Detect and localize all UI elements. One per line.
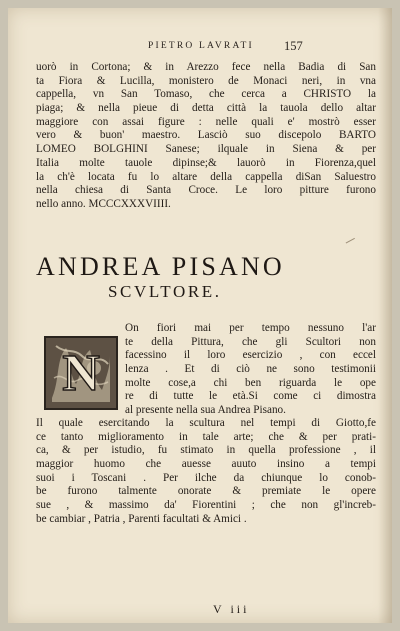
text-line: ca, & per istudio, fu stimato in quella professione , il	[36, 444, 376, 457]
text-line: On fiori mai per tempo nessuno l'ar	[125, 322, 376, 334]
text-line: Il quale esercitando la scultura nel tempi di Giotto,fe	[36, 417, 376, 429]
text-line: LOMEO BOLGHINI Sanese; ilquale in Siena & per	[36, 143, 376, 156]
signature-mark: V iii	[213, 602, 250, 616]
text-line: te della Pittura, che gli Scultori non	[125, 335, 376, 348]
text-line: cappella, vn San Tomaso, che cerca a CHRISTO la	[36, 88, 376, 101]
decorated-initial	[44, 336, 118, 410]
page-number: 157	[284, 39, 303, 53]
page-mark	[346, 238, 357, 246]
text-line: lenza . Et di ciò ne sono testimonii	[125, 363, 376, 376]
chapter-subheading: SCVLTORE.	[108, 282, 222, 301]
text-line: ta Fiora & Lucilla, monistero de Monaci neri, in vna	[36, 74, 376, 87]
text-line: maggior huomo che auesse auuto insino a tempi	[36, 458, 376, 471]
paragraph-continuation	[36, 61, 376, 212]
text-line: sue , & massimo da' Fiorentini ; che non gl'increb-	[36, 499, 376, 512]
chapter-heading: ANDREA PISANO	[36, 252, 285, 281]
drop-cap-letter: N	[62, 345, 100, 402]
text-line: be furono talmente onorate & premiate le opere	[36, 485, 376, 498]
decorated-initial-art	[46, 338, 116, 408]
text-line: Italia molte tauole dipinse;& lauorò in Fiorenza,quel	[36, 156, 376, 169]
text-line: uorò in Cortona; & in Arezzo fece nella Badia di San	[36, 61, 376, 73]
text-line: be cambiar , Patria , Parenti facultati & Amici .	[36, 512, 247, 525]
text-line: facessino il loro esercizio , con eccel	[125, 349, 376, 362]
paragraph-beside-initial	[125, 322, 376, 418]
text-line: ce tanto miglioramento in tale arte; che & per prati-	[36, 430, 376, 443]
book-page	[8, 8, 392, 623]
text-line: nello anno. MCCCXXXVIIII.	[36, 197, 171, 210]
text-line: re di tutte le età.Si come ci dimostra	[125, 390, 376, 403]
page-gutter-shadow	[378, 8, 392, 623]
text-line: suoi i Toscani . Per ilche da chiunque lo conob-	[36, 471, 376, 484]
running-head-title: PIETRO LAVRATI	[148, 41, 254, 51]
text-line: piaga; & nella pieue di detta città la tauola dello altar	[36, 102, 376, 115]
text-line: maggiore con assai figure : nelle quali e' mostrò esser	[36, 115, 376, 128]
text-line: la ch'è locata fu lo altare della cappella diSan Saluestro	[36, 170, 376, 183]
text-line: nella chiesa di Santa Croce. Le loro pitture furono	[36, 184, 376, 197]
paragraph-main	[36, 417, 376, 527]
text-line: molte cose,a chi ben riguarda le ope	[125, 376, 376, 389]
text-line: vero & buon' maestro. Lasciò suo discepolo BARTO	[36, 129, 376, 142]
text-line: al presente nella sua Andrea Pisano.	[125, 404, 286, 417]
running-head	[8, 41, 392, 55]
